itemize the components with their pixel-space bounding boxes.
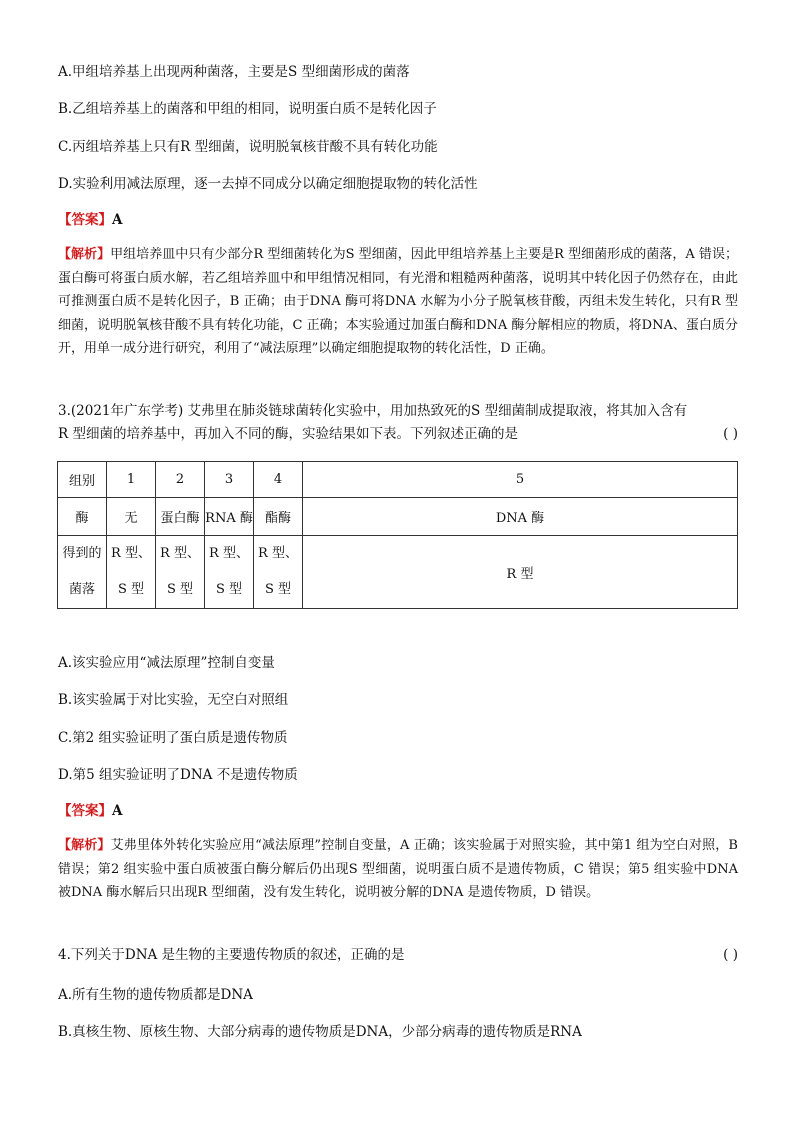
table-cell: RNA 酶 — [205, 498, 254, 536]
q3-option-b: B.该实验属于对比实验，无空白对照组 — [58, 692, 289, 708]
answer-paren: ( ) — [723, 947, 738, 963]
table-cell — [107, 536, 156, 609]
q2-option-b: B.乙组培养基上的菌落和甲组的相同，说明蛋白质不是转化因子 — [58, 101, 437, 117]
cell-line: R 型、 — [111, 546, 151, 561]
table-row — [58, 536, 738, 609]
answer-value: A — [112, 803, 123, 819]
answer-paren: ( ) — [723, 426, 738, 442]
table-cell: R 型 — [303, 536, 738, 609]
answer-value: A — [112, 212, 123, 228]
table-cell: 酶 — [58, 498, 107, 536]
q3-option-d: D.第5 组实验证明了DNA 不是遗传物质 — [58, 767, 298, 783]
cell-line: S 型 — [264, 582, 292, 597]
table-cell: 酯酶 — [254, 498, 303, 536]
q2-answer — [58, 208, 122, 228]
table-cell: 蛋白酶 — [156, 498, 205, 536]
table-cell — [205, 536, 254, 609]
question-3-line-1: 3.(2021年广东学考) 艾弗里在肺炎链球菌转化实验中，用加热致死的S 型细菌制成提取液，将其加入含有 — [58, 403, 688, 419]
table-cell: 1 — [107, 462, 156, 498]
q3-option-a: A.该实验应用“减法原理”控制自变量 — [58, 655, 275, 671]
answer-tag: 【答案】 — [58, 803, 112, 819]
analysis-text: 甲组培养皿中只有少部分R 型细菌转化为S 型细菌，因此甲组培养基上主要是R 型细菌形成的菌落，A 错误；蛋白酶可将蛋白质水解，若乙组培养皿中和甲组情况相同，有光滑和粗糙两种菌落，说明其中转化因子仍然存在，由此可推测蛋白质不是转化因子，B 正确；由于DNA 酶可将DNA 水解为小分子脱氧核苷酸，丙组未发生转化，只有R 型细菌，说明脱氧核苷酸不具有转化功能，C 正确；本实验通过加蛋白酶和DNA 酶分解相应的物质，将DNA、蛋白质分开，用单一成分进行研究，利用了“减法原理”以确定细胞提取物的转化活性，D 正确。 — [58, 247, 738, 356]
table-cell — [58, 536, 107, 609]
table-row — [58, 462, 738, 498]
cell-line: S 型 — [166, 582, 194, 597]
cell-line: S 型 — [117, 582, 145, 597]
answer-tag: 【答案】 — [58, 212, 112, 228]
analysis-text: 艾弗里体外转化实验应用“减法原理”控制自变量，A 正确；该实验属于对照实验，其中第1 组为空白对照，B 错误；第2 组实验中蛋白质被蛋白酶分解后仍出现S 型细菌，说明蛋白质不是遗传物质，C 错误；第5 组实验中DNA 被DNA 酶水解后只出现R 型细菌，没有发生转化，说明被分解的DNA 是遗传物质，D 错误。 — [58, 838, 738, 900]
table-cell: 组别 — [58, 462, 107, 498]
results-table — [57, 461, 738, 609]
q3-option-c: C.第2 组实验证明了蛋白质是遗传物质 — [58, 730, 288, 746]
analysis-tag: 【解析】 — [58, 838, 111, 853]
table-cell: 无 — [107, 498, 156, 536]
cell-line: R 型、 — [160, 546, 200, 561]
table-cell: 2 — [156, 462, 205, 498]
cell-line: R 型、 — [209, 546, 249, 561]
question-4 — [58, 944, 738, 967]
cell-line: 得到的 — [62, 546, 102, 561]
q2-option-d: D.实验利用减法原理，逐一去掉不同成分以确定细胞提取物的转化活性 — [58, 176, 478, 192]
q3-analysis — [58, 834, 738, 905]
q2-option-c: C.丙组培养基上只有R 型细菌，说明脱氧核苷酸不具有转化功能 — [58, 139, 438, 155]
table-cell: DNA 酶 — [303, 498, 738, 536]
cell-line: R 型、 — [258, 546, 298, 561]
q2-analysis — [58, 243, 738, 361]
cell-line: 菌落 — [68, 582, 95, 597]
q4-option-b: B.真核生物、原核生物、大部分病毒的遗传物质是DNA，少部分病毒的遗传物质是RNA — [58, 1024, 582, 1040]
cell-line: S 型 — [215, 582, 243, 597]
question-4-line: 4.下列关于DNA 是生物的主要遗传物质的叙述，正确的是 — [58, 947, 405, 963]
analysis-tag: 【解析】 — [58, 247, 111, 262]
question-3 — [58, 400, 738, 446]
table-row — [58, 498, 738, 536]
table-cell: 5 — [303, 462, 738, 498]
q3-answer — [58, 799, 122, 819]
table-cell: 3 — [205, 462, 254, 498]
question-3-line-2: R 型细菌的培养基中，再加入不同的酶，实验结果如下表。下列叙述正确的是 — [58, 426, 518, 442]
table-cell — [254, 536, 303, 609]
q2-option-a: A.甲组培养基上出现两种菌落，主要是S 型细菌形成的菌落 — [58, 64, 410, 80]
table-cell: 4 — [254, 462, 303, 498]
q4-option-a: A.所有生物的遗传物质都是DNA — [58, 987, 253, 1003]
table-cell — [156, 536, 205, 609]
